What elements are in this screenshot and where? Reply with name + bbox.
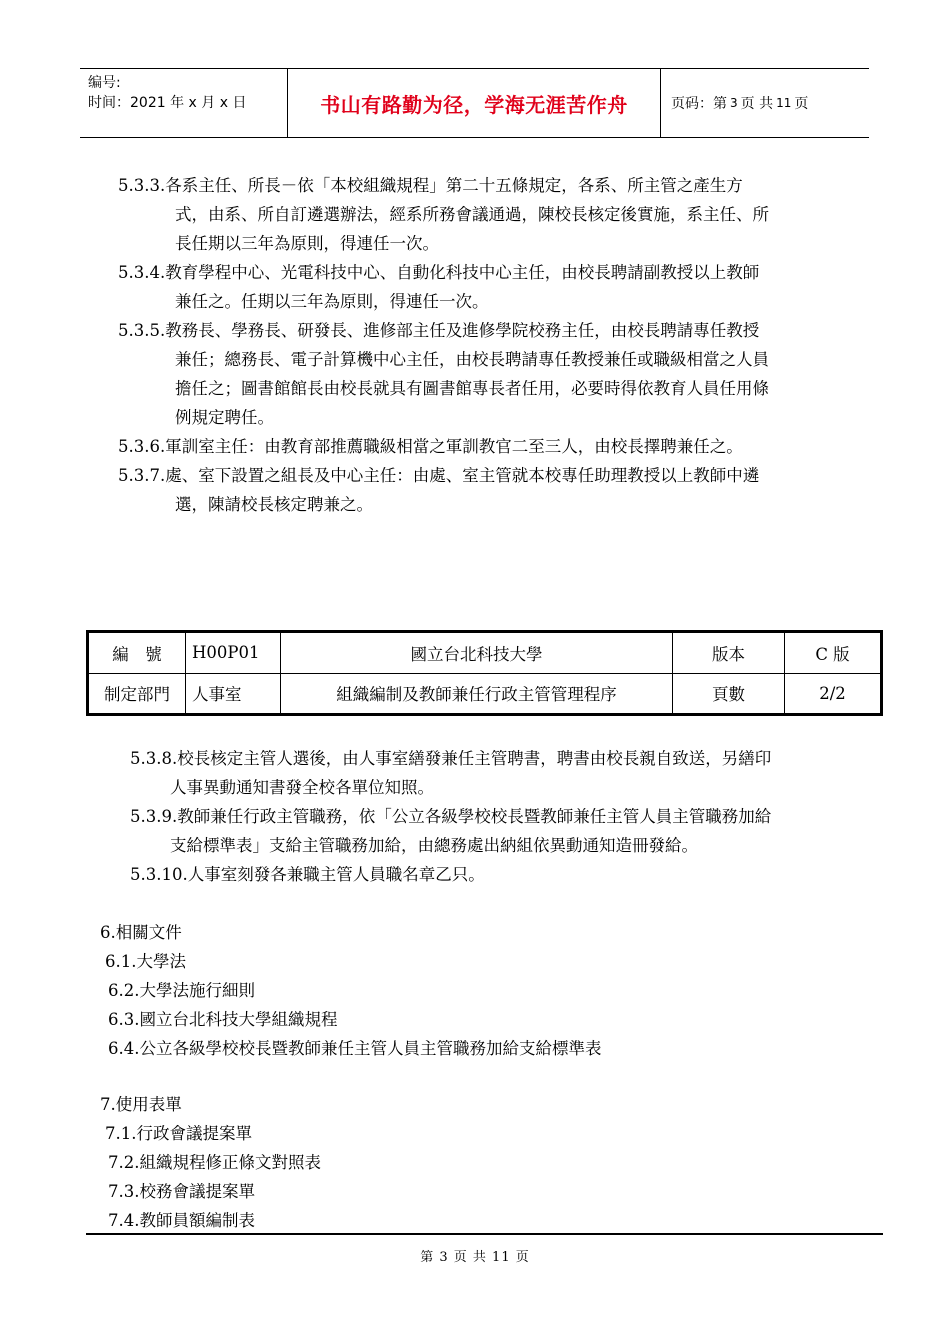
clause-line: 選，陳請校長核定聘兼之。 [175, 495, 373, 514]
clause-number: 5.3.5. [118, 321, 166, 340]
clause-line: 長任期以三年為原則，得連任一次。 [175, 234, 439, 253]
list-item: 7.2.組織規程修正條文對照表 [108, 1153, 321, 1172]
clause-number: 5.3.8. [130, 749, 178, 768]
clause-line: 支給標準表」支給主管職務加給，由總務處出納組依異動通知造冊發給。 [170, 836, 698, 855]
footer-page-number: 第 3 页 共 11 页 [420, 1250, 530, 1265]
clause-5-3-8 [130, 744, 890, 802]
date-label: 时间：2021 年 x 月 x 日 [88, 95, 247, 111]
clause-line: 人事室刻發各兼職主管人員職名章乙只。 [187, 865, 485, 884]
code-label: 编号: [88, 75, 121, 91]
page-suffix: 页 [794, 96, 809, 112]
page-num: 3 [730, 96, 738, 110]
clause-5-3-3 [118, 171, 888, 258]
clause-5-3-4 [118, 258, 888, 316]
page-total: 11 [776, 96, 792, 110]
list-item: 6.1.大學法 [105, 952, 186, 971]
clause-line: 兼任；總務長、電子計算機中心主任，由校長聘請專任教授兼任或職級相當之人員 [175, 350, 769, 369]
clause-line: 例規定聘任。 [175, 408, 274, 427]
version-value: C 版 [785, 633, 881, 674]
clause-line: 校長核定主管人選後，由人事室繕發兼任主管聘書，聘書由校長親自致送，另繕印 [177, 749, 772, 768]
section-title: 7.使用表單 [100, 1095, 182, 1114]
header-page-info [661, 69, 869, 137]
page-prefix: 页码：第 [671, 96, 727, 112]
doc-number-value: H00P01 [186, 633, 281, 674]
clause-line: 教育學程中心、光電科技中心、自動化科技中心主任，由校長聘請副教授以上教師 [165, 263, 760, 282]
version-label: 版本 [673, 633, 785, 674]
clause-line: 兼任之。任期以三年為原則，得連任一次。 [175, 292, 489, 311]
clause-number: 5.3.4. [118, 263, 166, 282]
clause-line: 式，由系、所自訂遴選辦法，經系所務會議通過，陳校長核定後實施，系主任、所 [175, 205, 769, 224]
clause-5-3-7 [118, 461, 888, 519]
document-info-table [86, 630, 883, 716]
section-2 [130, 744, 890, 889]
section-title: 6.相關文件 [100, 923, 182, 942]
clause-line: 人事異動通知書發全校各單位知照。 [170, 778, 434, 797]
list-item: 6.3.國立台北科技大學組織規程 [108, 1010, 338, 1029]
clause-5-3-5 [118, 316, 888, 432]
clause-line: 擔任之；圖書館館長由校長就具有圖書館專長者任用，必要時得依教育人員任用條 [175, 379, 769, 398]
page-count-label: 頁數 [673, 673, 785, 714]
section-1 [118, 171, 888, 519]
clause-number: 5.3.10. [130, 865, 188, 884]
list-item: 7.3.校務會議提案單 [108, 1182, 255, 1201]
clause-number: 5.3.6. [118, 437, 166, 456]
header-meta [80, 69, 288, 137]
clause-5-3-10 [130, 860, 890, 889]
footer-divider [86, 1233, 883, 1235]
list-item: 6.2.大學法施行細則 [108, 981, 255, 1000]
clause-line: 教師兼任行政主管職務，依「公立各級學校校長暨教師兼任主管人員主管職務加給 [177, 807, 772, 826]
department-value: 人事室 [186, 673, 281, 714]
clause-line: 軍訓室主任：由教育部推薦職級相當之軍訓教官二至三人，由校長擇聘兼任之。 [165, 437, 743, 456]
clause-number: 5.3.3. [118, 176, 166, 195]
forms-used [100, 1090, 321, 1235]
related-documents [100, 918, 602, 1063]
doc-number-label: 編 號 [89, 633, 186, 674]
list-item: 7.1.行政會議提案單 [105, 1124, 252, 1143]
page-mid: 页 共 [740, 96, 774, 112]
page-header [80, 68, 869, 138]
procedure-title: 組織編制及教師兼任行政主管管理程序 [281, 673, 673, 714]
list-item: 7.4.教師員額編制表 [108, 1211, 255, 1230]
header-motto: 书山有路勤为径，学海无涯苦作舟 [288, 69, 661, 137]
list-item: 6.4.公立各級學校校長暨教師兼任主管人員主管職務加給支給標準表 [108, 1039, 602, 1058]
school-name: 國立台北科技大學 [281, 633, 673, 674]
clause-number: 5.3.7. [118, 466, 166, 485]
page-count-value: 2/2 [785, 673, 881, 714]
clause-line: 各系主任、所長－依「本校組織規程」第二十五條規定，各系、所主管之產生方 [165, 176, 743, 195]
clause-line: 教務長、學務長、研發長、進修部主任及進修學院校務主任，由校長聘請專任教授 [165, 321, 760, 340]
clause-5-3-6 [118, 432, 888, 461]
clause-line: 處、室下設置之組長及中心主任：由處、室主管就本校專任助理教授以上教師中遴 [165, 466, 760, 485]
clause-5-3-9 [130, 802, 890, 860]
department-label: 制定部門 [89, 673, 186, 714]
clause-number: 5.3.9. [130, 807, 178, 826]
